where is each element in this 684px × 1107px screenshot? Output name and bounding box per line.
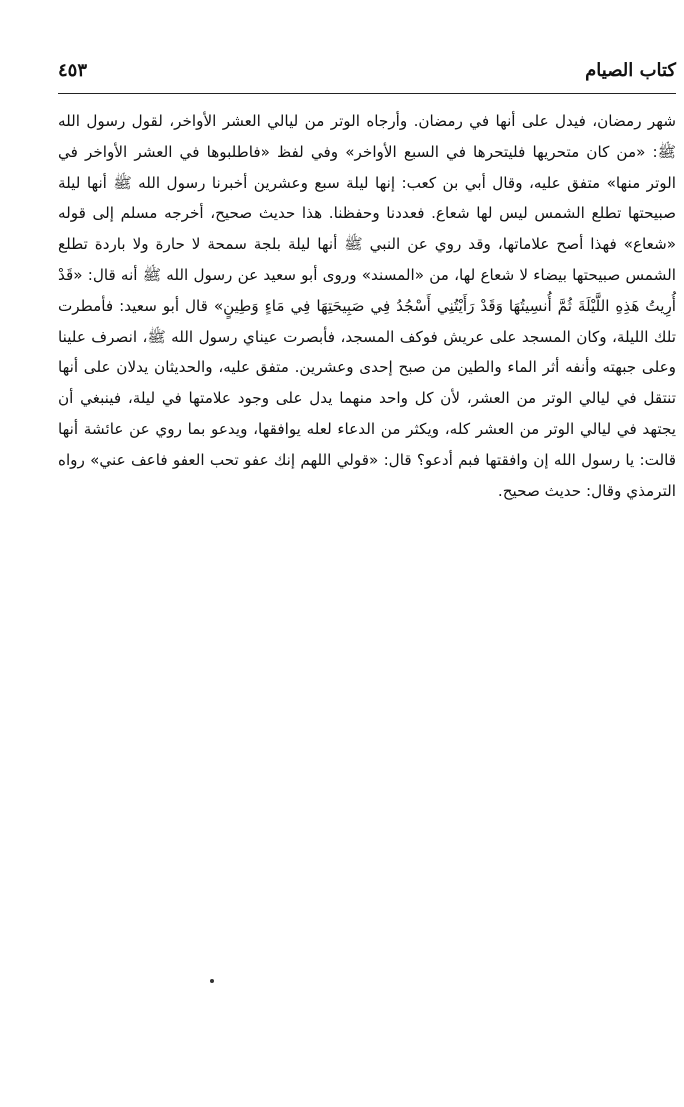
main-text: [58, 106, 676, 506]
header-divider: [58, 93, 676, 94]
chapter-title: كتاب الصيام: [585, 60, 676, 81]
body-paragraph: شهر رمضان، فيدل على أنها في رمضان. وأرجاه الوتر من ليالي العشر الأواخر، لقول رسول الله ﷺ: «من كان متحريها فليتحرها في السبع الأواخر» وفي لفظ «فاطلبوها في العشر الأواخر في الوتر منها» متفق عليه، وقال أبي بن كعب: إنها ليلة سبع وعشرين أخبرنا رسول الله ﷺ أنها ليلة صبيحتها تطلع الشمس ليس لها شعاع. فعددنا وحفظنا. هذا حديث صحيح، أخرجه مسلم إلى قوله «شعاع» فهذا أصح علاماتها، وقد روي عن النبي ﷺ أنها ليلة بلجة سمحة لا حارة ولا باردة تطلع الشمس صبيحتها بيضاء لا شعاع لها، من «المسند» وروى أبو سعيد عن رسول الله ﷺ أنه قال: «قَدْ أُرِيتُ هَذِهِ اللَّيْلَةَ ثُمَّ أُنسِيتُهَا وَقَدْ رَأَيْتُنِي أَسْجُدُ فِي صَبِيحَتِهَا فِي مَاءٍ وَطِينٍ» قال أبو سعيد: فأمطرت تلك الليلة، وكان المسجد على عريش فوكف المسجد، فأبصرت عيناي رسول الله ﷺ، انصرف علينا وعلى جبهته وأنفه أثر الماء والطين من صبح إحدى وعشرين. متفق عليه، والحديثان يدلان على أنها تنتقل في ليالي الوتر من العشر، لأن كل واحد منهما يدل على وجود علامتها في ليلة، فينبغي أن يجتهد في ليالي الوتر من العشر كله، ويكثر من الدعاء لعله يوافقها، ويدعو بما روي عن عائشة أنها قالت: يا رسول الله إن وافقتها فبم أدعو؟ قال: «قولي اللهم إنك عفو تحب العفو فاعف عني» رواه الترمذي وقال: حديث صحيح.: [58, 112, 676, 500]
running-header: [58, 56, 676, 90]
page-speck: [210, 979, 214, 983]
page-number: ٤٥٣: [58, 60, 88, 81]
